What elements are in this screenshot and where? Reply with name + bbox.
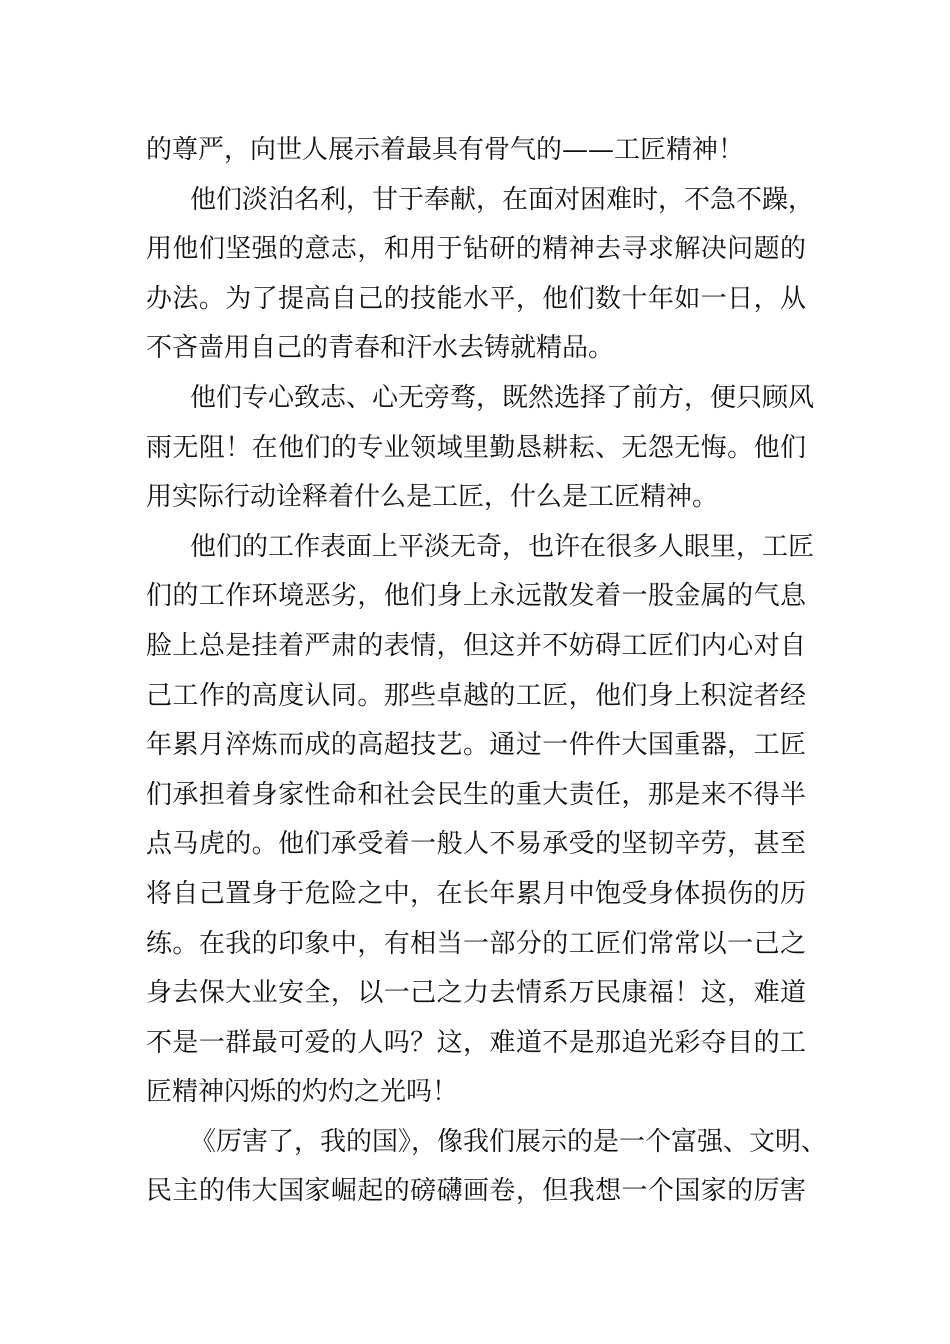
text-line: 用实际行动诠释着什么是工匠，什么是工匠精神。 (146, 482, 719, 513)
text-line: 《厉害了，我的国》，像我们展示的是一个富强、文明、 (190, 1126, 828, 1157)
text-line: 雨无阻！在他们的专业领域里勤恳耕耘、无怨无悔。他们 (146, 432, 806, 463)
text-line: 们承担着身家性命和社会民生的重大责任，那是来不得半 (146, 779, 806, 810)
text-line: 不是一群最可爱的人吗？这，难道不是那追光彩夺目的工 (146, 1027, 806, 1058)
document-body (146, 126, 828, 1217)
text-line: 民主的伟大国家崛起的磅礴画卷，但我想一个国家的厉害 (146, 1176, 806, 1207)
text-line: 他们的工作表面上平淡无奇，也许在很多人眼里，工匠 (190, 531, 815, 562)
text-line: 将自己置身于危险之中，在长年累月中饱受身体损伤的历 (146, 878, 806, 909)
text-line: 他们淡泊名利，甘于奉献，在面对困难时，不急不躁， (190, 184, 815, 215)
text-line: 不吝啬用自己的青春和汗水去铸就精品。 (146, 333, 615, 364)
text-line: 身去保大业安全，以一己之力去情系万民康福！这，难道 (146, 978, 806, 1009)
text-line: 匠精神闪烁的灼灼之光吗！ (146, 1077, 459, 1108)
text-line: 脸上总是挂着严肃的表情，但这并不妨碍工匠们内心对自 (146, 630, 806, 661)
text-line: 年累月淬炼而成的高超技艺。通过一件件大国重器，工匠 (146, 730, 806, 761)
text-line: 用他们坚强的意志，和用于钻研的精神去寻求解决问题的 (146, 234, 806, 265)
text-line: 们的工作环境恶劣，他们身上永远散发着一股金属的气息 (146, 581, 806, 612)
text-line: 点马虎的。他们承受着一般人不易承受的坚韧辛劳，甚至 (146, 829, 806, 860)
text-line: 己工作的高度认同。那些卓越的工匠，他们身上积淀者经 (146, 680, 806, 711)
text-line: 办法。为了提高自己的技能水平，他们数十年如一日，从 (146, 283, 806, 314)
text-line: 他们专心致志、心无旁骛，既然选择了前方，便只顾风 (190, 382, 815, 413)
text-line: 的尊严，向世人展示着最具有骨气的——工匠精神！ (146, 135, 745, 165)
text-line: 练。在我的印象中，有相当一部分的工匠们常常以一己之 (146, 928, 806, 959)
